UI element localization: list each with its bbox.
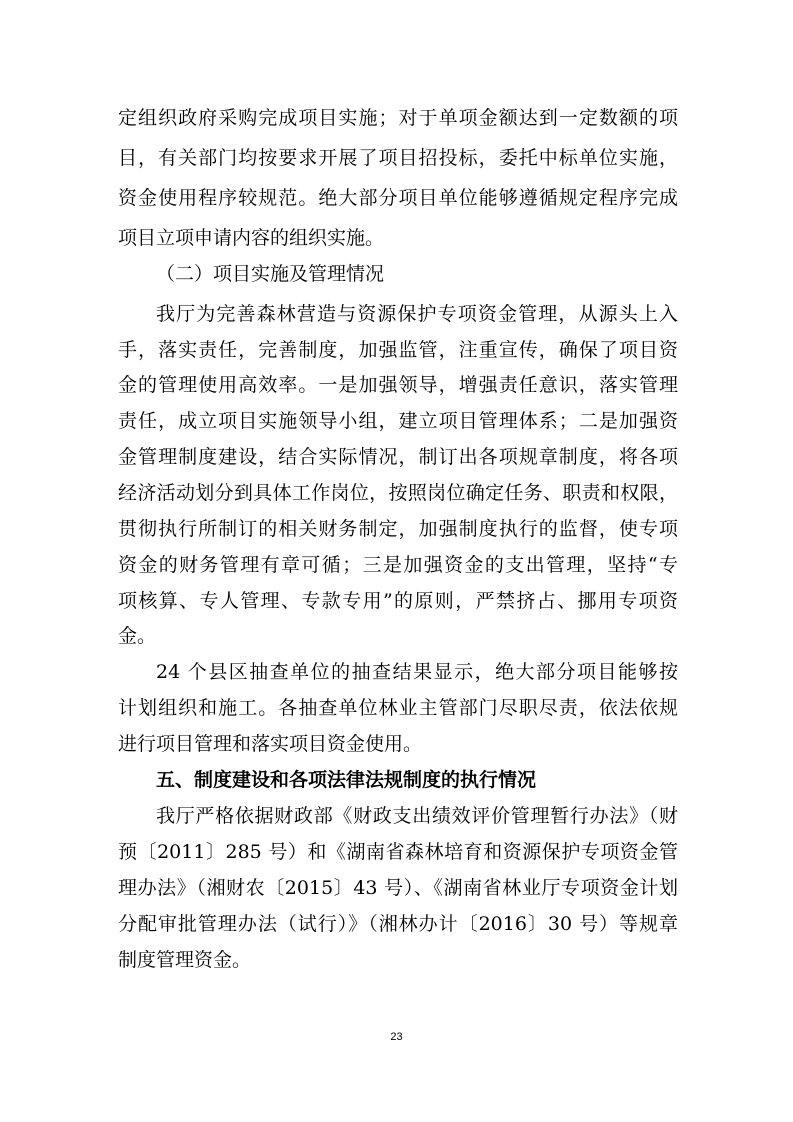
paragraph-line: 目，有关部门均按要求开展了项目招投标，委托中标单位实施， [118, 147, 678, 169]
paragraph-line: 我厅为完善森林营造与资源保护专项资金管理，从源头上入 [156, 303, 678, 325]
paragraph-line: 制度管理资金。 [118, 949, 252, 971]
paragraph-line: 进行项目管理和落实项目资金使用。 [118, 733, 423, 755]
paragraph-line: 项核算、专人管理、专款专用”的原则，严禁挤占、挪用专项资 [118, 590, 678, 612]
paragraph-line: 预〔2011〕285 号）和《湖南省森林培育和资源保护专项资金管 [118, 841, 678, 863]
page-number: 23 [390, 1031, 403, 1043]
paragraph-line: 经济活动划分到具体工作岗位，按照岗位确定任务、职责和权限， [118, 482, 678, 504]
paragraph-line: 理办法》（湘财农〔2015〕43 号）、《湖南省林业厅专项资金计划 [118, 877, 678, 899]
paragraph-line: 贯彻执行所制订的相关财务制定，加强制度执行的监督，使专项 [118, 518, 678, 540]
paragraph-line: 定组织政府采购完成项目实施；对于单项金额达到一定数额的项 [118, 107, 678, 129]
paragraph-line: 项目立项申请内容的组织实施。 [118, 227, 385, 249]
section-subheading: （二）项目实施及管理情况 [156, 263, 385, 285]
paragraph-line: 24 个县区抽查单位的抽查结果显示，绝大部分项目能够按 [156, 661, 678, 683]
paragraph-line: 分配审批管理办法（试行）》（湘林办计〔2016〕30 号）等规章 [118, 913, 678, 935]
paragraph-line: 计划组织和施工。各抽查单位林业主管部门尽职尽责，依法依规 [118, 697, 678, 719]
paragraph-line: 金管理制度建设，结合实际情况，制订出各项规章制度，将各项 [118, 446, 678, 468]
paragraph-line: 金的管理使用高效率。一是加强领导，增强责任意识，落实管理 [118, 374, 678, 396]
paragraph-line: 我厅严格依据财政部《财政支出绩效评价管理暂行办法》（财 [156, 805, 678, 827]
section-heading: 五、制度建设和各项法律法规制度的执行情况 [156, 769, 537, 791]
paragraph-line: 责任，成立项目实施领导小组，建立项目管理体系；二是加强资 [118, 410, 678, 432]
paragraph-line: 手，落实责任，完善制度，加强监管，注重宣传，确保了项目资 [118, 339, 678, 361]
paragraph-line: 金。 [118, 625, 157, 647]
paragraph-line: 资金的财务管理有章可循；三是加强资金的支出管理，坚持“专 [118, 554, 678, 576]
paragraph-line: 资金使用程序较规范。绝大部分项目单位能够遵循规定程序完成 [118, 187, 678, 209]
